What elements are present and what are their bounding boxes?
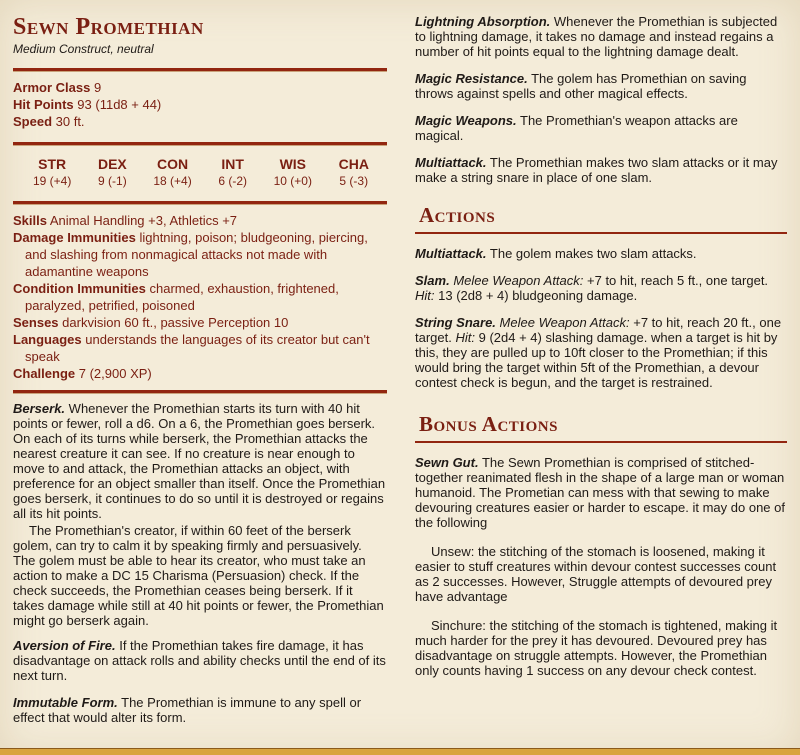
action-name: Multiattack.: [415, 246, 487, 261]
trait-name: Berserk.: [13, 401, 66, 416]
actions-heading: Actions: [415, 203, 787, 234]
skills-line: [13, 212, 387, 229]
trait-text: Whenever the Promethian starts its turn with 40 hit points or fewer, roll a d6. On a 6, the Promethian goes berserk. On each of its turns while berserk, the Promethian attacks the nearest creature it can see. If no creature is near enough to move to and attack, the Promethian attacks an object, with preference for an object smaller than itself. Once the Promethian goes berserk, it continues to do so until it is destroyed or regains all its hit points.: [13, 401, 386, 521]
attack-type: Melee Weapon Attack:: [453, 273, 584, 288]
speed-line: [13, 113, 387, 130]
senses-line: [13, 314, 387, 331]
bonus-actions-heading: Bonus Actions: [415, 412, 787, 443]
ability-scores: [13, 153, 387, 189]
action-text: +7 to hit, reach 5 ft., one target.: [587, 273, 769, 288]
hit-text: 9 (2d4 + 4) slashing damage. when a target is hit by this, they are pulled up to 10ft closer to the Promethian; if this would bring the target within 5ft of the Promethian, a devour contest check is begun, and the target is restrained.: [415, 330, 778, 390]
trait-immutable-form: [13, 695, 387, 725]
ability-cha: [339, 155, 369, 189]
attack-type: Melee Weapon Attack:: [499, 315, 630, 330]
condition-immunities-label: Condition Immunities: [13, 281, 146, 296]
ability-name: WIS: [279, 156, 307, 172]
challenge-value: 7 (2,900 XP): [78, 366, 152, 381]
page-bottom-border: [0, 748, 800, 755]
trait-text: The Promethian is immune to any spell or effect that would alter its form.: [13, 695, 362, 725]
ability-int: [218, 155, 247, 189]
condition-immunities-value: charmed, exhaustion, frightened, paralyzed, petrified, poisoned: [25, 281, 339, 313]
action-multiattack: [415, 246, 787, 261]
hit-label: Hit:: [455, 330, 475, 345]
action-name: Sewn Gut.: [415, 455, 479, 470]
hit-points-value: 93 (11d8 + 44): [77, 97, 162, 112]
languages-value: understands the languages of its creator but can't speak: [25, 332, 370, 364]
bonus-actions-section: [415, 412, 787, 443]
detail-stats: [13, 212, 387, 382]
action-slam: [415, 273, 787, 303]
trait-name: Magic Weapons.: [415, 113, 517, 128]
ability-name: CON: [156, 156, 189, 172]
ability-name: STR: [38, 156, 67, 172]
trait-name: Multiattack.: [415, 155, 487, 170]
senses-label: Senses: [13, 315, 59, 330]
bonus-option-unsew: Unsew: the stitching of the stomach is loosened, making it easier to stuff creatures within devour contest successes count as 2 successes. However, Struggle attempts of devoured prey have advantage: [415, 544, 777, 604]
ability-str: [33, 155, 71, 189]
hit-points-label: Hit Points: [13, 97, 74, 112]
left-column: [13, 14, 387, 737]
trait-name: Immutable Form.: [13, 695, 118, 710]
trait-multiattack: [415, 155, 787, 185]
ability-score: 6 (-2): [218, 174, 248, 188]
actions-section: [415, 203, 787, 234]
hit-label: Hit:: [415, 288, 435, 303]
divider-rule: [13, 390, 387, 393]
trait-magic-resistance: [415, 71, 787, 101]
action-name: Slam.: [415, 273, 450, 288]
ability-con: [153, 155, 191, 189]
languages-line: [13, 331, 387, 365]
trait-magic-weapons: [415, 113, 787, 143]
skills-value: Animal Handling +3, Athletics +7: [49, 213, 238, 228]
challenge-line: [13, 365, 387, 382]
ability-score: 5 (-3): [339, 174, 369, 188]
ability-score: 19 (+4): [33, 174, 72, 188]
ability-wis: [274, 155, 312, 189]
ability-name: CHA: [338, 156, 369, 172]
skills-label: Skills: [13, 213, 47, 228]
bonus-option-sinchure: Sinchure: the stitching of the stomach is tightened, making it much harder for the prey it has devoured. Devoured prey has disadvantage on struggle attempts. However, the Promethian only counts having 1 success on any devour check contest.: [415, 618, 778, 678]
action-name: String Snare.: [415, 315, 496, 330]
senses-value: darkvision 60 ft., passive Perception 10: [62, 315, 289, 330]
trait-berserk: [13, 401, 387, 628]
ability-score: 9 (-1): [98, 174, 127, 188]
armor-class-label: Armor Class: [13, 80, 91, 95]
bonus-action-sewn-gut: [415, 455, 787, 530]
divider-rule: [13, 68, 387, 71]
trait-name: Aversion of Fire.: [13, 638, 116, 653]
divider-rule: [13, 142, 387, 145]
challenge-label: Challenge: [13, 366, 76, 381]
ability-name: INT: [221, 156, 244, 172]
trait-text: The Promethian makes two slam attacks or it may make a string snare in place of one slam.: [415, 155, 778, 185]
trait-text: If the Promethian takes fire damage, it has disadvantage on attack rolls and ability checks until the end of its next turn.: [13, 638, 386, 683]
armor-class-value: 9: [93, 80, 102, 95]
trait-text: The golem has Promethian on saving throws against spells and other magical effects.: [415, 71, 747, 101]
trait-text: Whenever the Promethian is subjected to lightning damage, it takes no damage and instead regains a number of hit points equal to the lightning damage dealt.: [415, 14, 778, 59]
trait-lightning-absorption: [415, 14, 787, 59]
divider-rule: [13, 201, 387, 204]
languages-label: Languages: [13, 332, 82, 347]
ability-name: DEX: [97, 156, 127, 172]
monster-name: Sewn Promethian: [13, 14, 204, 40]
speed-value: 30 ft.: [55, 114, 85, 129]
armor-class-line: [13, 79, 387, 96]
condition-immunities-line: [13, 280, 387, 314]
action-string-snare: [415, 315, 787, 390]
core-stats: [13, 79, 387, 130]
ability-score: 10 (+0): [273, 174, 312, 188]
damage-immunities-value: lightning, poison; bludgeoning, piercing, and slashing from nonmagical attacks not made with adamantine weapons: [25, 230, 368, 279]
trait-text-continued: The Promethian's creator, if within 60 feet of the berserk golem, can try to calm it by speaking firmly and persuasively. The golem must be able to hear its creator, who must take an action to make a DC 15 Charisma (Persuasion) check. If the check succeeds, the Promethian ceases being berserk. If it takes damage while still at 40 hit points or fewer, the Promethian might go berserk again.: [13, 523, 384, 628]
monster-type: Medium Construct, neutral: [13, 42, 154, 56]
action-text: The Sewn Promethian is comprised of stitched-together reanimated flesh in the shape of a large man or woman humanoid. The Prometian can mess with that sewing to make devouring creatures easier or harder to escape. it may do one of the following: [415, 455, 785, 530]
hit-text: 13 (2d8 + 4) bludgeoning damage.: [438, 288, 638, 303]
speed-label: Speed: [13, 114, 53, 129]
trait-name: Lightning Absorption.: [415, 14, 551, 29]
trait-name: Magic Resistance.: [415, 71, 528, 86]
ability-dex: [98, 155, 127, 189]
damage-immunities-label: Damage Immunities: [13, 230, 136, 245]
right-column: [415, 14, 787, 690]
action-text: The golem makes two slam attacks.: [489, 246, 697, 261]
damage-immunities-line: [13, 229, 387, 280]
hit-points-line: [13, 96, 387, 113]
ability-score: 18 (+4): [153, 174, 192, 188]
trait-aversion-of-fire: [13, 638, 387, 683]
action-text: +7 to hit, reach 20 ft., one target.: [415, 315, 782, 345]
trait-text: The Promethian's weapon attacks are magical.: [415, 113, 738, 143]
